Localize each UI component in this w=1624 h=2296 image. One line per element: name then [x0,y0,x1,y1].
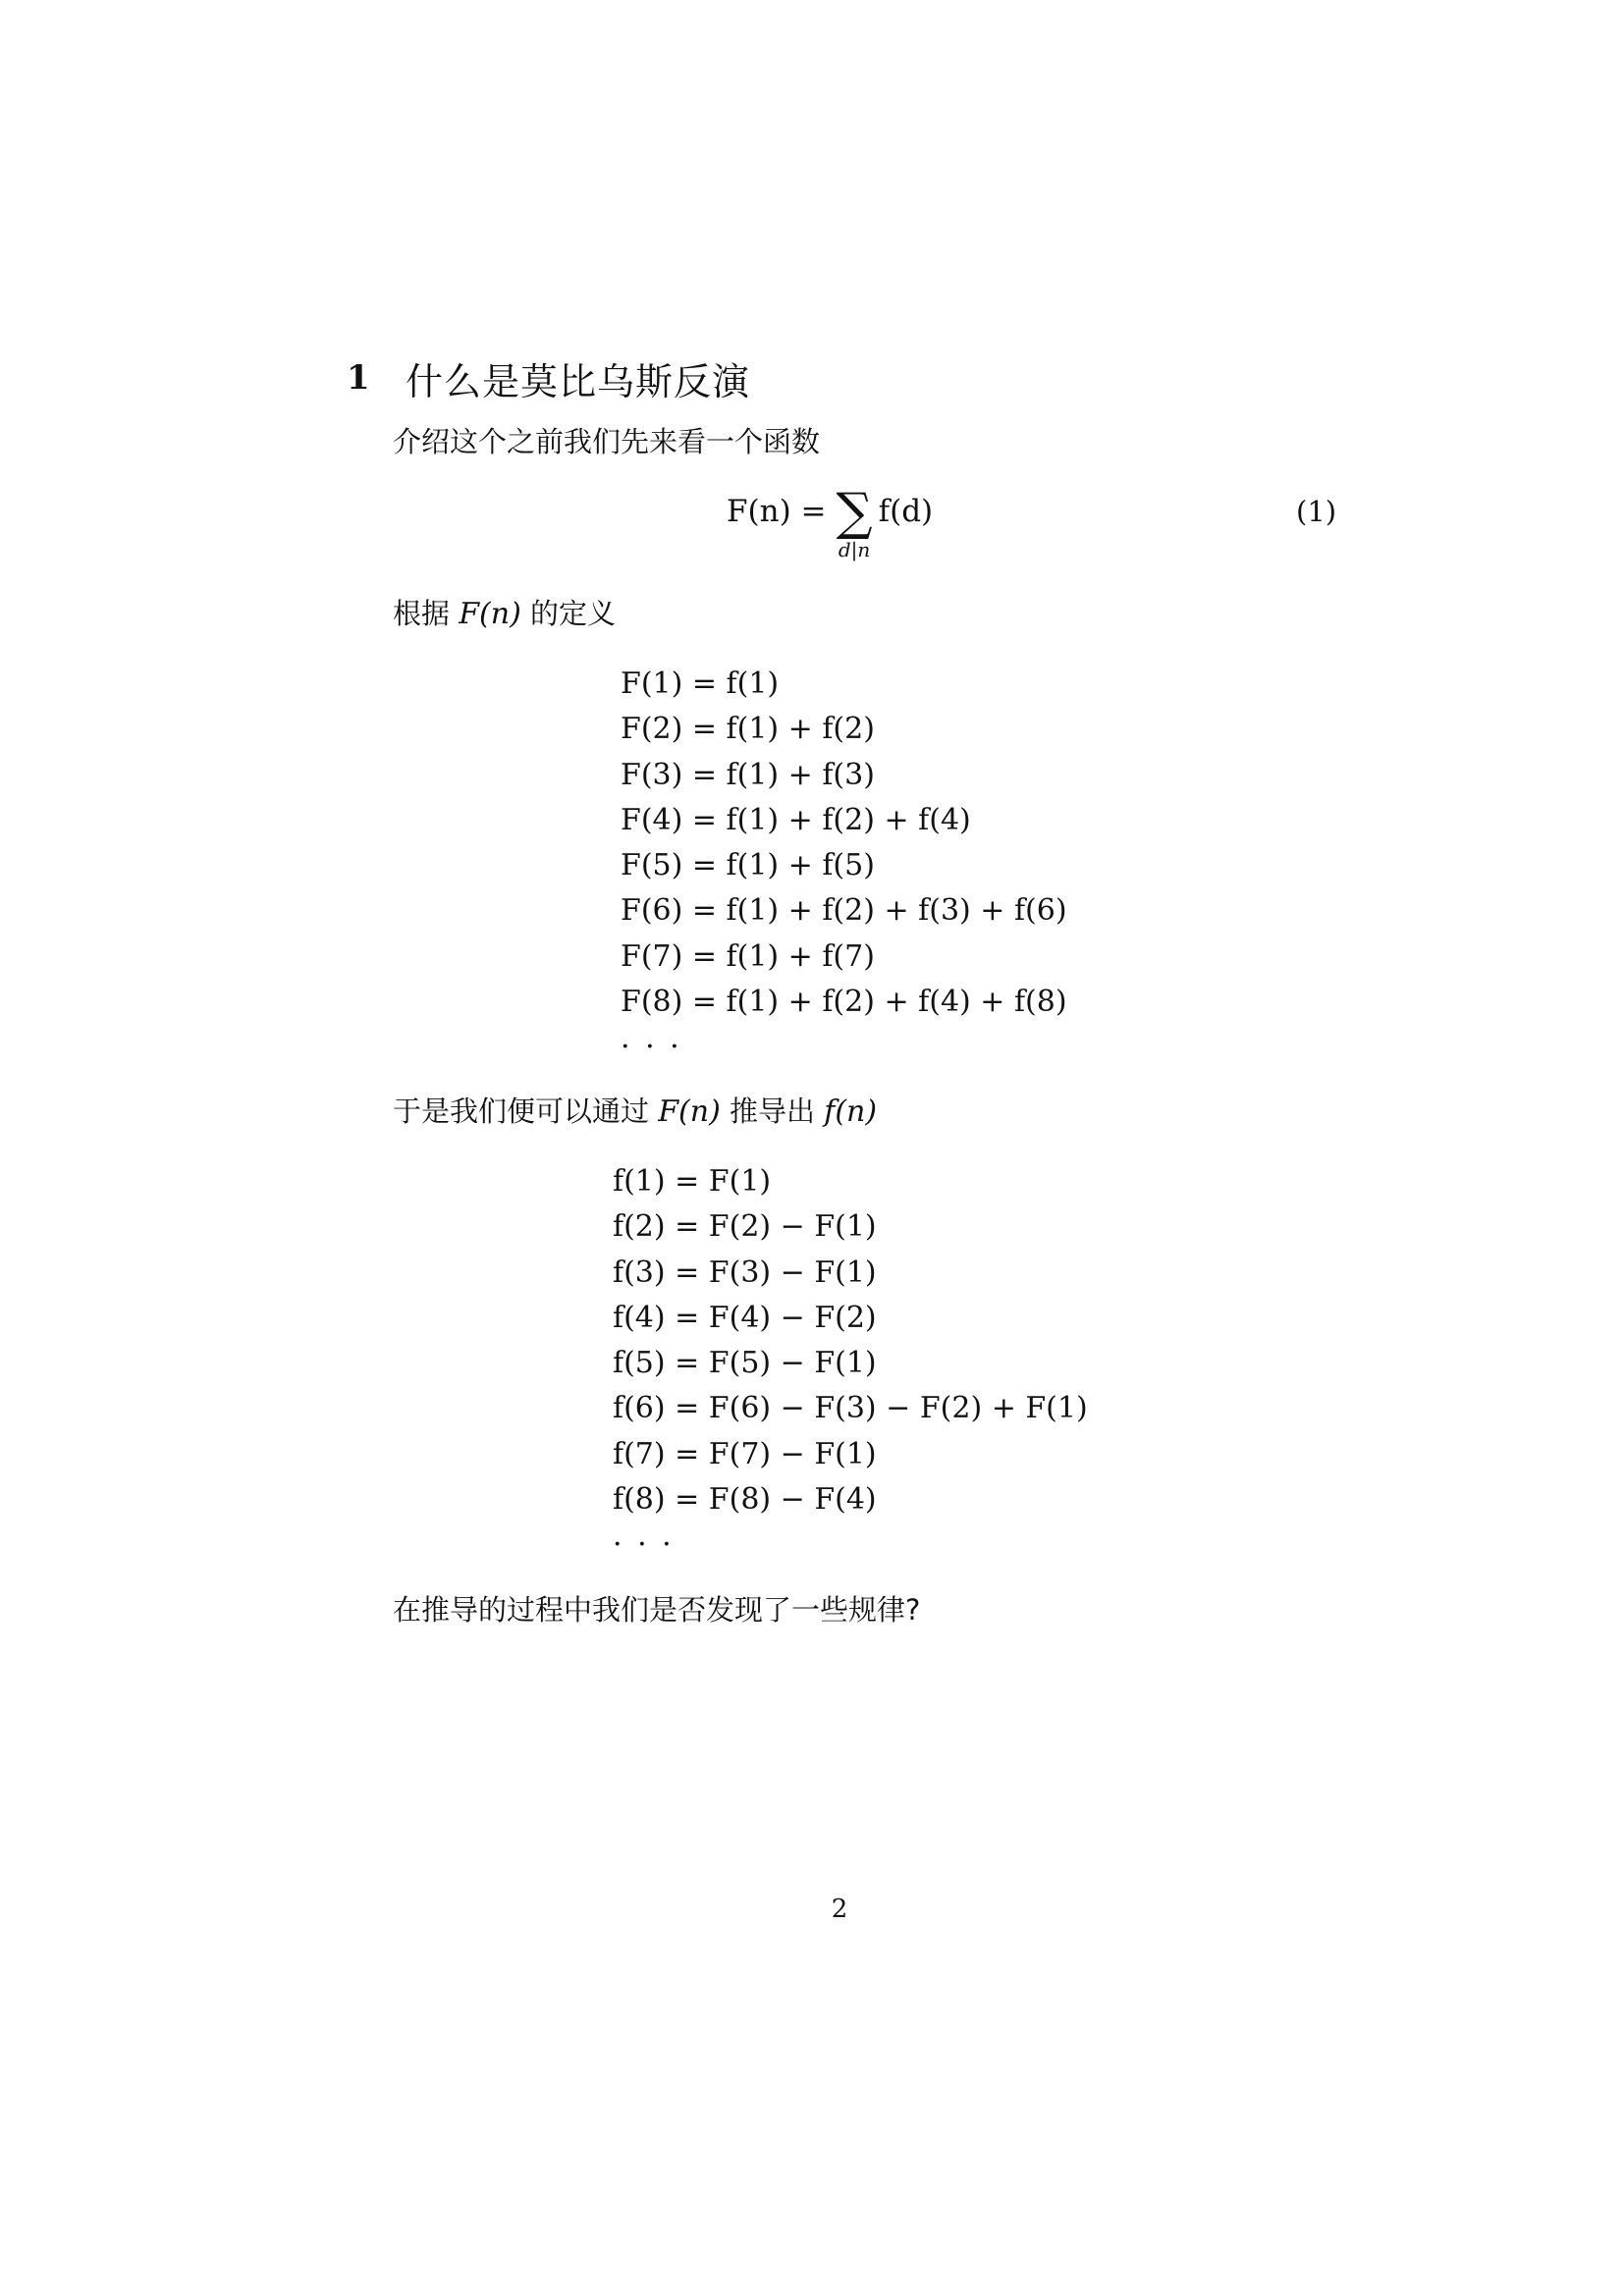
derive-paragraph [393,1092,877,1132]
equation-1-rhs: f(d) [878,494,934,529]
derive-math-1: F(n) [658,1095,721,1129]
derive-prefix: 于是我们便可以通过 [393,1095,650,1128]
equation-row-f: f(3) = F(3) − F(1) [613,1255,877,1290]
summation-subscript: d|n [838,538,871,561]
equation-row-F: · · · [621,1030,682,1065]
equation-row-f: · · · [613,1527,675,1563]
equation-row-f: f(8) = F(8) − F(4) [613,1482,877,1518]
equation-row-f: f(5) = F(5) − F(1) [613,1346,877,1381]
equation-row-f: f(7) = F(7) − F(1) [613,1436,877,1471]
intro-paragraph: 介绍这个之前我们先来看一个函数 [393,425,821,458]
definition-paragraph [393,594,616,634]
equation-row-F: F(8) = f(1) + f(2) + f(4) + f(8) [621,985,1067,1020]
equation-1-lhs: F(n) = [727,494,827,529]
derive-math-2: f(n) [824,1095,878,1129]
section-title: 什么是莫比乌斯反演 [406,359,751,403]
summation [836,483,873,561]
definition-math: F(n) [459,597,521,631]
expansion-f-block [613,1159,1088,1569]
definition-prefix: 根据 [393,597,451,630]
equation-row-F: F(2) = f(1) + f(2) [621,712,875,747]
definition-suffix: 的定义 [530,597,617,630]
equation-row-f: f(2) = F(2) − F(1) [613,1209,877,1245]
summation-sign: ∑ [836,483,873,542]
section-heading [347,348,750,407]
equation-row-F: F(6) = f(1) + f(2) + f(3) + f(6) [621,893,1067,929]
equation-row-F: F(5) = f(1) + f(5) [621,848,875,883]
equation-row-F: F(7) = f(1) + f(7) [621,938,875,974]
derive-middle: 推导出 [730,1095,816,1128]
equation-number: (1) [1296,495,1337,528]
question-paragraph: 在推导的过程中我们是否发现了一些规律? [393,1593,921,1627]
equation-row-F: F(1) = f(1) [621,667,780,701]
equation-row-F: F(3) = f(1) + f(3) [621,757,875,792]
section-number: 1 [347,358,370,398]
expansion-F-block [621,662,1067,1071]
page-number: 2 [831,1895,848,1924]
equation-row-F: F(4) = f(1) + f(2) + f(4) [621,802,971,837]
equation-row-f: f(4) = F(4) − F(2) [613,1300,877,1335]
equation-1 [727,483,934,574]
equation-row-f: f(1) = F(1) [613,1164,772,1199]
equation-row-f: f(6) = F(6) − F(3) − F(2) + F(1) [613,1391,1088,1426]
